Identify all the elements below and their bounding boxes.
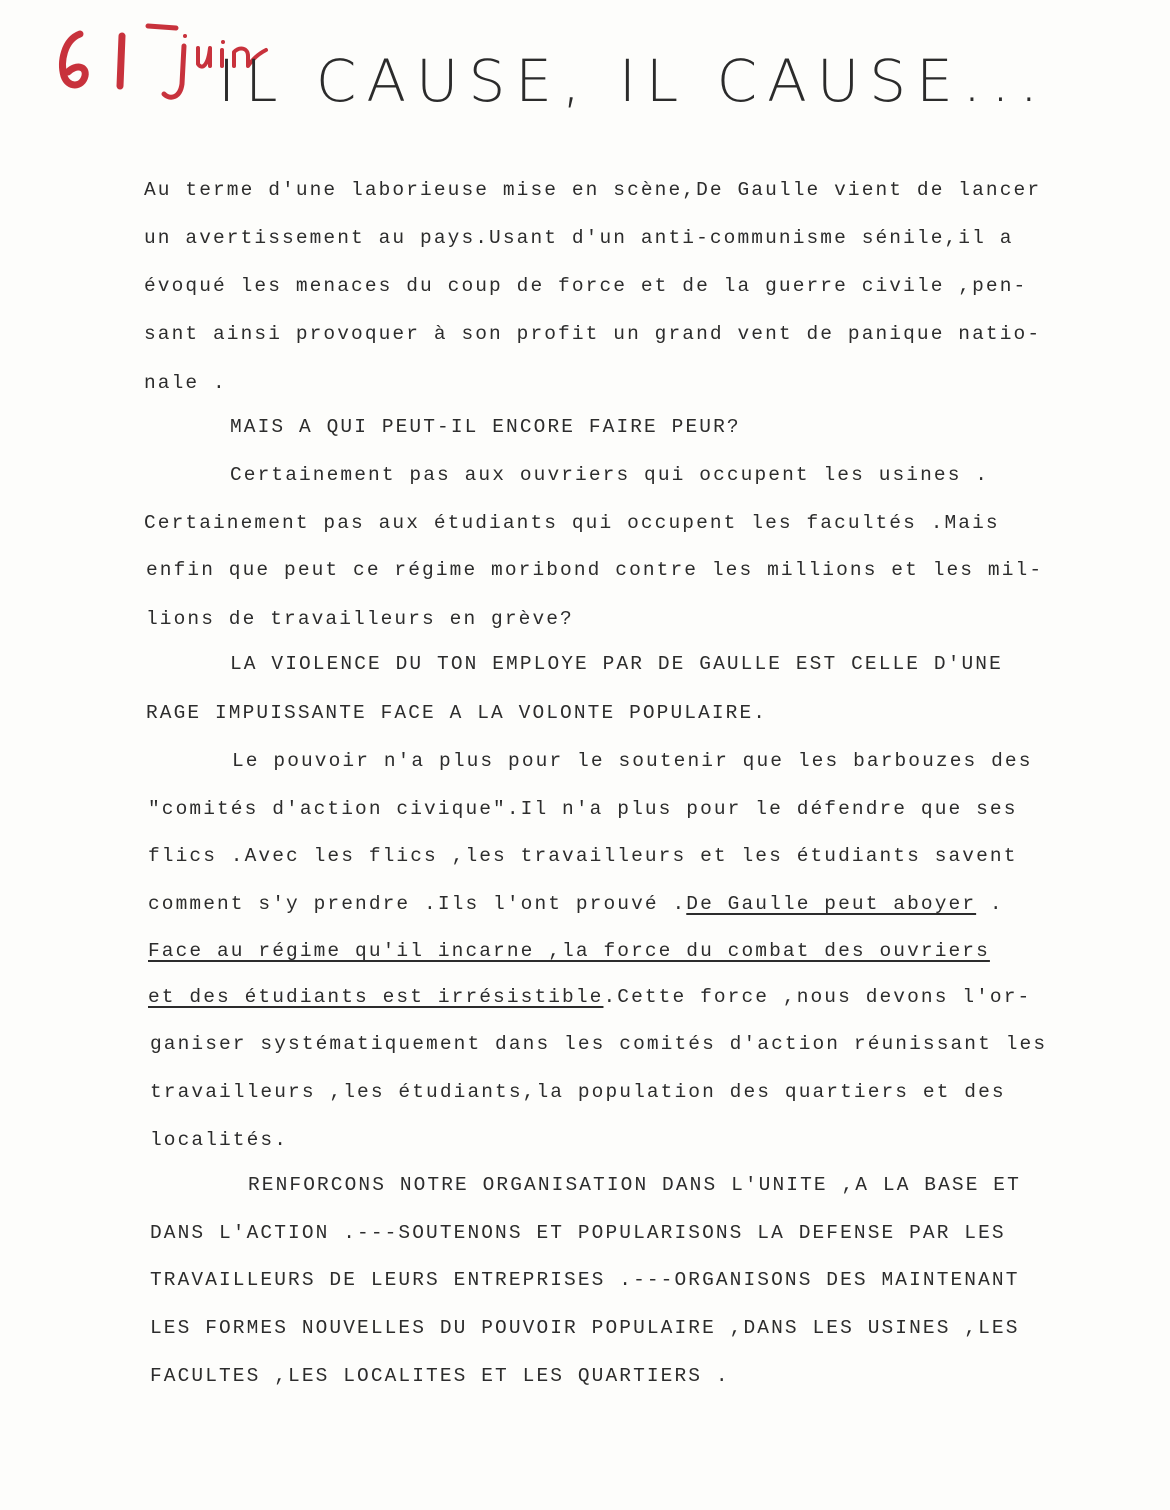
text-line: lions de travailleurs en grève?	[146, 608, 574, 630]
text-line: flics .Avec les flics ,les travailleurs et les étudiants savent	[148, 845, 1018, 867]
caps-line: RAGE IMPUISSANTE FACE A LA VOLONTE POPULAIRE.	[146, 702, 768, 724]
text-line: Le pouvoir n'a plus pour le soutenir que les barbouzes des	[232, 750, 1033, 772]
underlined-text: et des étudiants est irrésistible	[148, 986, 604, 1008]
caps-line: TRAVAILLEURS DE LEURS ENTREPRISES .---ORGANISONS DES MAINTENANT	[150, 1269, 1020, 1291]
underlined-text: Face au régime qu'il incarne ,la force du combat des ouvriers	[148, 940, 990, 962]
text-line: évoqué les menaces du coup de force et de la guerre civile ,pen-	[144, 275, 1028, 297]
text-line: enfin que peut ce régime moribond contre les millions et les mil-	[146, 559, 1044, 581]
caps-line: DANS L'ACTION .---SOUTENONS ET POPULARISONS LA DEFENSE PAR LES	[150, 1222, 1006, 1244]
document-title: IL CAUSE, IL CAUSE...	[218, 47, 1049, 115]
text-line	[148, 942, 990, 962]
text-line: sant ainsi provoquer à son profit un grand vent de panique natio-	[144, 323, 1042, 345]
text-line: ganiser systématiquement dans les comités d'action réunissant les	[150, 1033, 1048, 1055]
heading-line: MAIS A QUI PEUT-IL ENCORE FAIRE PEUR?	[230, 416, 741, 438]
text-segment: .Cette force ,nous devons l'or-	[603, 986, 1032, 1008]
text-line: Au terme d'une laborieuse mise en scène,De Gaulle vient de lancer	[144, 179, 1042, 201]
caps-line: RENFORCONS NOTRE ORGANISATION DANS L'UNITE ,A LA BASE ET	[248, 1174, 1021, 1196]
caps-line: FACULTES ,LES LOCALITES ET LES QUARTIERS .	[150, 1365, 730, 1387]
text-line: travailleurs ,les étudiants,la population des quartiers et des	[150, 1081, 1006, 1103]
caps-line: LA VIOLENCE DU TON EMPLOYE PAR DE GAULLE EST CELLE D'UNE	[230, 653, 1003, 675]
text-line	[148, 895, 1004, 915]
text-segment: .	[976, 893, 1004, 915]
caps-line: LES FORMES NOUVELLES DU POUVOIR POPULAIRE ,DANS LES USINES ,LES	[150, 1317, 1020, 1339]
text-segment: comment s'y prendre .Ils l'ont prouvé .	[148, 893, 687, 915]
text-line: Certainement pas aux étudiants qui occupent les facultés .Mais	[144, 512, 1000, 534]
text-line: localités.	[150, 1129, 289, 1151]
text-line: "comités d'action civique".Il n'a plus pour le défendre que ses	[148, 798, 1018, 820]
text-line	[148, 988, 1031, 1008]
text-line: un avertissement au pays.Usant d'un anti-communisme sénile,il a	[144, 227, 1014, 249]
underlined-text: De Gaulle peut aboyer	[686, 893, 977, 915]
text-line: Certainement pas aux ouvriers qui occupent les usines .	[230, 464, 990, 486]
text-line: nale .	[144, 372, 227, 394]
